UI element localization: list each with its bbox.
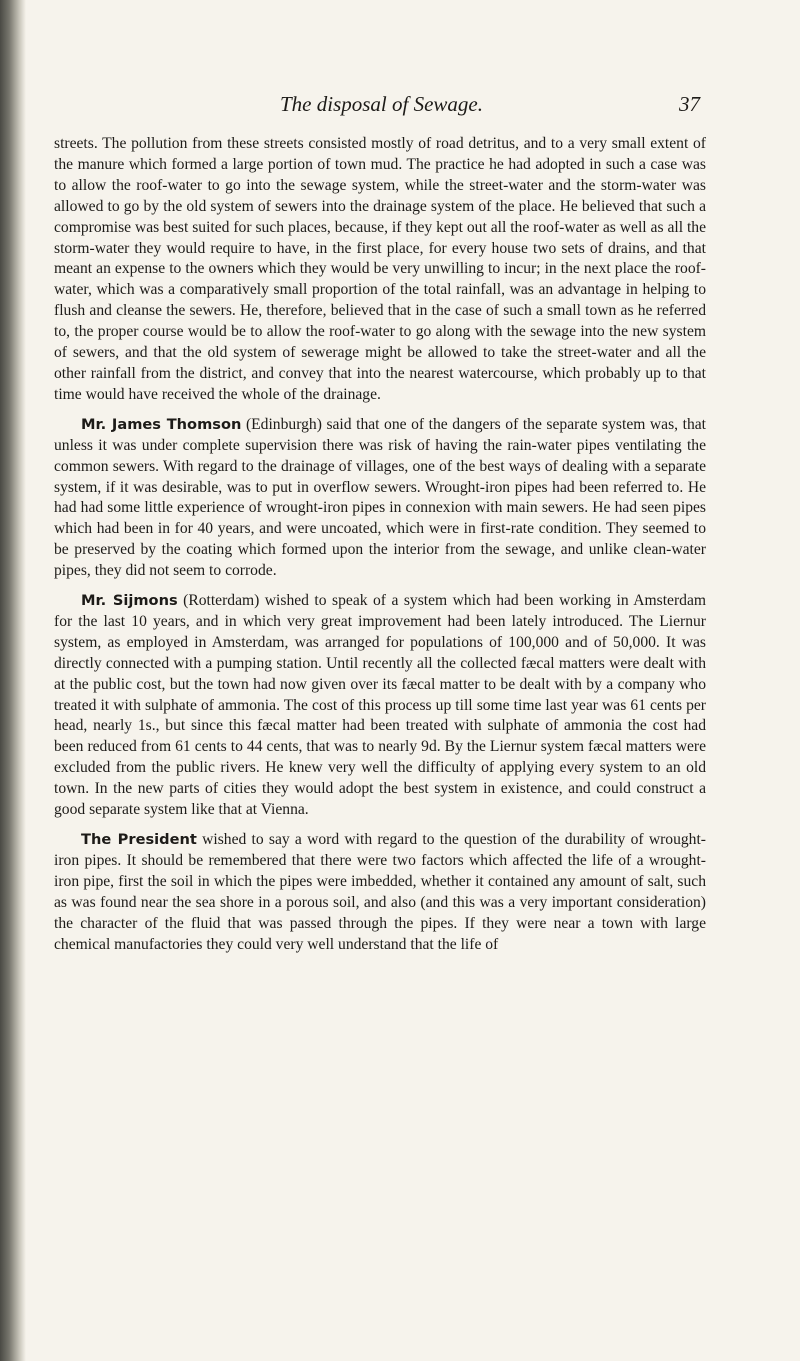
speaker-name: Mr. James Thomson [81, 415, 242, 433]
body-text [54, 134, 706, 955]
paragraph-text: (Rotterdam) wished to speak of a system which had been working in Amsterdam for the last 10 years, and in which very great improvement had been lately introduced. The Liernur system, as employed in Amsterdam, was arranged for populations of 100,000 and of 50,000. It was directly connected with a pumping station. Until recently all the collected fæcal matters were dealt with at the public cost, but the town had now given over its fæcal matter to be dealt with by a company who treated it with sulphate of ammonia. The cost of this process up till some time last year was 61 cents per head, nearly 1s., but since this fæcal matter had been treated with sulphate of ammonia the cost had been reduced from 61 cents to 44 cents, that was to nearly 9d. By the Liernur system fæcal matters were excluded from the public rivers. He knew very well the difficulty of applying every system to an old town. In the new parts of cities they would adopt the best system in existence, and could construct a good separate system like that at Vienna. [54, 592, 706, 819]
paragraph-president [54, 830, 706, 955]
running-header [280, 92, 700, 122]
paragraph-sijmons [54, 591, 706, 821]
page-number: 37 [679, 92, 700, 116]
paragraph-thomson [54, 415, 706, 582]
paragraph-text: streets. The pollution from these streets consisted mostly of road detritus, and to a very small extent of the manure which formed a large portion of town mud. The practice he had adopted in such a case was to allow the roof-water to go into the sewage system, while the street-water and the storm-water was allowed to go by the old system of sewers into the drainage system of the place. He believed that such a compromise was best suited for such places, because, if they kept out all the roof-water as well as all the storm-water they would require to have, in the first place, for every house two sets of drains, and that meant an expense to the owners which they would be very unwilling to incur; in the next place the roof-water, which was a comparatively small proportion of the total rainfall, was an advantage in helping to flush and cleanse the sewers. He, therefore, believed that in the case of such a small town as he referred to, the proper course would be to allow the roof-water to go along with the sewage into the new system of sewers, and that the old system of sewerage might be allowed to take the street-water and all the other rainfall from the district, and convey that into the nearest watercourse, which probably up to that time would have received the whole of the drainage. [54, 135, 706, 403]
running-title: The disposal of Sewage. [280, 92, 483, 116]
speaker-name: Mr. Sijmons [81, 592, 178, 610]
paragraph-continuation [54, 134, 706, 406]
speaker-name: The President [81, 831, 197, 848]
paragraph-text: (Edinburgh) said that one of the dangers of the separate system was, that unless it was under complete supervision there was risk of having the rain-water pipes ventilating the common sewers. With regard to the drainage of villages, one of the best ways of dealing with a separate system, if it was desirable, was to put in overflow sewers. Wrought-iron pipes had been referred to. He had had some little experience of wrought-iron pipes in connexion with main sewers. He had seen pipes which had been in for 40 years, and were uncoated, which were in first-rate condition. They seemed to be preserved by the coating which formed upon the interior from the sewage, and unlike clean-water pipes, they did not seem to corrode. [54, 415, 707, 580]
paragraph-text: wished to say a word with regard to the question of the durability of wrought-iron pipes. It should be remembered that there were two factors which affected the life of a wrought-iron pipe, first the soil in which the pipes were imbedded, whether it contained any amount of salt, such as was found near the sea shore in a porous soil, and also (and this was a very important consideration) the character of the fluid that was passed through the pipes. If they were near a town with large chemical manufactories they could very well understand that the life of [54, 831, 706, 953]
